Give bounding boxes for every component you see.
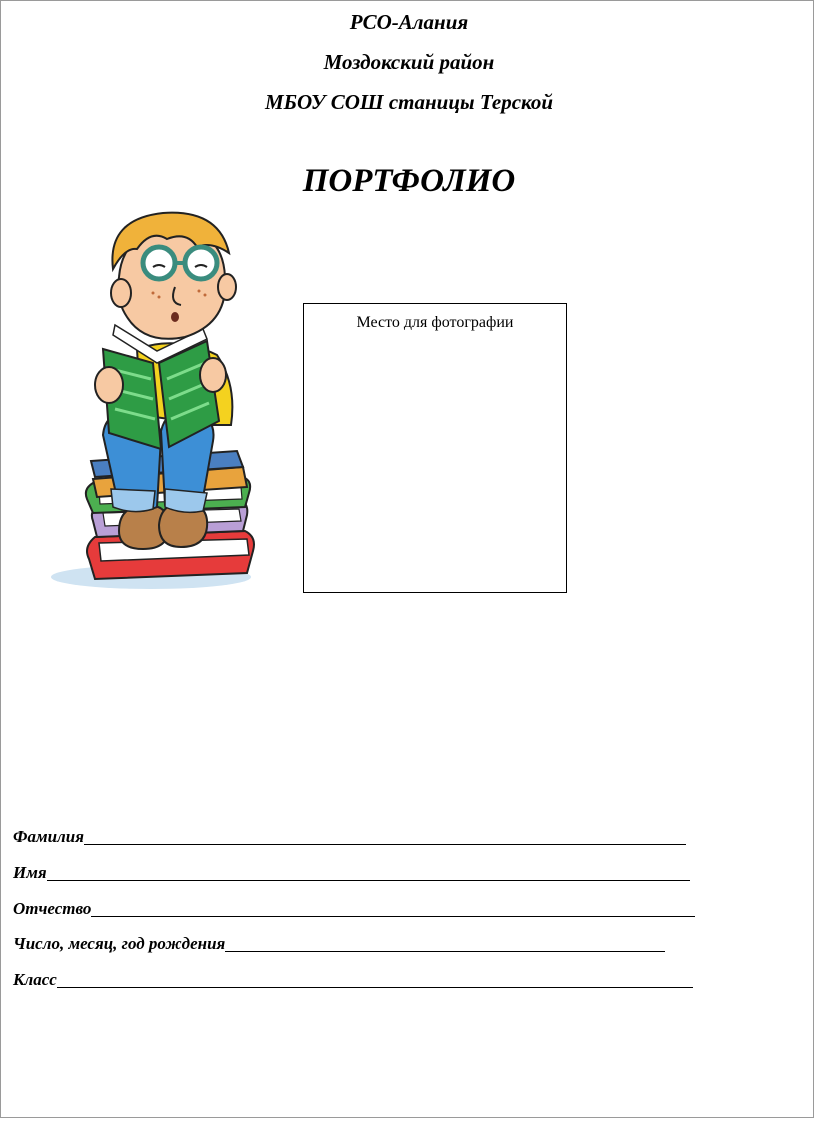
- boy-reading-illustration: [41, 199, 271, 599]
- header-school: МБОУ СОШ станицы Терской: [264, 90, 554, 114]
- surname-line: [84, 828, 686, 845]
- patronymic-label: Отчество: [13, 899, 92, 918]
- class-label: Класс: [13, 970, 57, 989]
- birthdate-line: [225, 935, 665, 952]
- patronymic-field[interactable]: [13, 898, 695, 920]
- name-field[interactable]: [13, 862, 690, 884]
- header-region: РСО-Алания: [349, 10, 469, 34]
- header-district: Моздокский район: [323, 50, 495, 74]
- name-label: Имя: [13, 863, 47, 882]
- page-title: ПОРТФОЛИО: [302, 163, 516, 199]
- patronymic-line: [91, 900, 695, 917]
- name-line: [47, 864, 690, 881]
- birthdate-field[interactable]: [13, 933, 665, 955]
- class-field[interactable]: [13, 969, 693, 991]
- photo-label: Место для фотографии: [356, 314, 514, 331]
- photo-placeholder: [303, 303, 567, 593]
- surname-field[interactable]: [13, 826, 686, 848]
- class-line: [57, 971, 693, 988]
- surname-label: Фамилия: [13, 827, 84, 846]
- birthdate-label: Число, месяц, год рождения: [13, 934, 226, 953]
